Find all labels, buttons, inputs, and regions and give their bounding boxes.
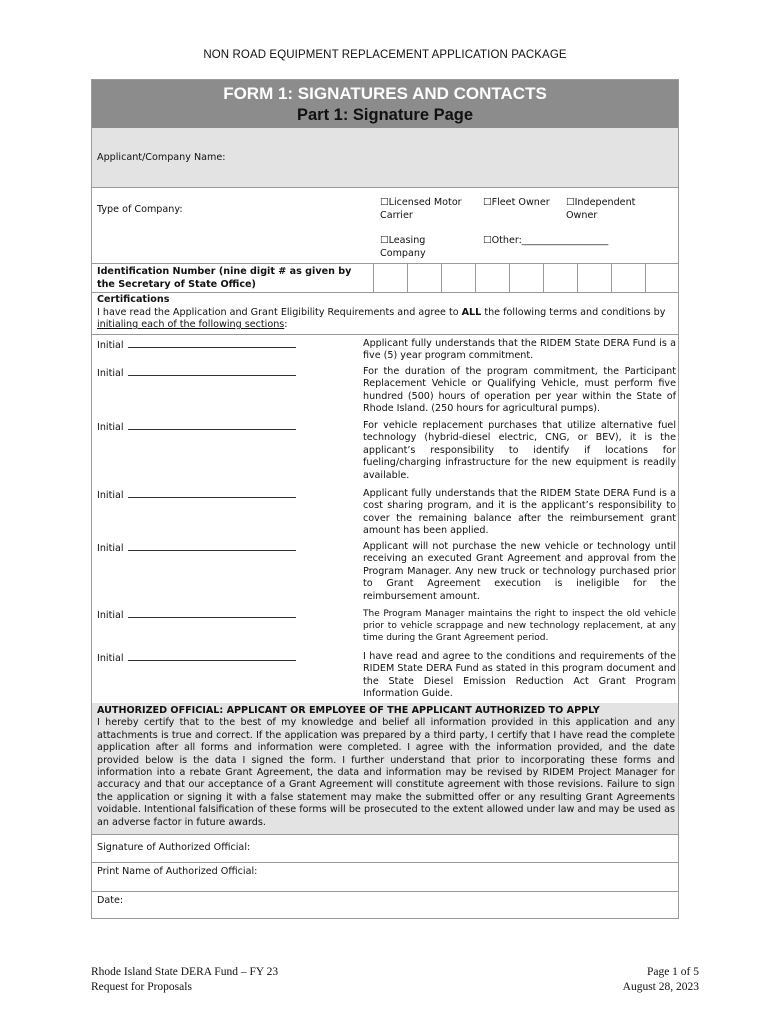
print-name-field[interactable] [272,864,672,888]
certification-item-4: Applicant fully understands that the RIDEM State DERA Fund is a cost sharing program, and it is the applicant’s responsibility to cover the remaining balance after the reimbursement grant amount has been applied. [363,488,676,537]
print-name-label: Print Name of Authorized Official: [97,866,258,877]
footer-left [91,965,278,995]
id-number-label: Identification Number (nine digit # as given by the Secretary of State Office) [97,266,352,290]
certifications-intro [97,294,675,332]
initial-label: Initial [97,490,124,501]
other-checkbox[interactable]: ☐Other:__________________ [483,235,609,246]
initial-field-6[interactable] [97,608,296,623]
certification-item-3: For vehicle replacement purchases that utilize alternative fuel technology (hybrid-diesel electric, CNG, or BEV), it is the applicant’s responsibility to identify if locations for fueling/charging infrastructure for the new equipment is readily available. [363,420,676,481]
footer-fund: Rhode Island State DERA Fund – FY 23 [91,966,279,978]
divider [92,834,678,835]
certification-item-5: Applicant will not purchase the new vehicle or technology until receiving an executed Grant Agreement and approval from the Program Manager. Any new truck or technology purchased prior to Grant Agreement execution is ineligible for the reimbursement amount. [363,541,676,602]
certification-item-7: I have read and agree to the conditions and requirements of the RIDEM State DERA Fund as stated in this program document and the State Diesel Emission Reduction Act Grant Program Information Guide. [363,651,676,700]
signature-form [91,79,679,919]
applicant-name-label: Applicant/Company Name: [97,152,226,163]
intro-text: I have read the Application and Grant Eligibility Requirements and agree to [97,306,462,318]
initial-label: Initial [97,340,124,351]
authorized-official-section [97,705,675,829]
certifications-heading: Certifications [97,294,170,305]
footer-date: August 28, 2023 [622,981,699,993]
date-label: Date: [97,895,124,906]
intro-end: : [284,319,288,330]
id-number-boxes[interactable] [373,263,678,292]
form-subtitle: Part 1: Signature Page [296,106,474,124]
page-number: Page 1 of 5 [646,966,699,978]
package-header: NON ROAD EQUIPMENT REPLACEMENT APPLICATION PACKAGE [203,49,567,61]
authorized-official-statement: I hereby certify that to the best of my knowledge and belief all information provided in this application and any attachments is true and correct. If the application was prepared by a third party, I certify that I have read the complete application after all forms and information were completed. I agree with the information provided, and the date provided below is the data I signed the form. I further understand that prior to incorporating these forms and information into a rebate Grant Agreement, the data and information may be revised by RIDEM Project Manager for accuracy and that our acceptance of a Grant Agreement will constitute agreement with those revisions. Failure to sign the application or signing it with a false statement may make the submitted offer or any resulting Grant Agreements voidable. Intentional falsification of these forms will be prosecuted to the extent allowed under law and may be used as an adverse factor in future awards. [97,717,675,828]
fleet-owner-checkbox[interactable]: ☐Fleet Owner [483,197,550,208]
initial-label: Initial [97,422,124,433]
signature-label: Signature of Authorized Official: [97,842,251,853]
divider [92,334,678,335]
intro-all: ALL [461,306,482,318]
initial-field-7[interactable] [97,651,296,666]
intro-underlined: initialing each of the following sections [97,319,285,330]
footer-right [623,965,699,995]
divider [92,292,678,293]
divider [92,862,678,863]
initial-field-2[interactable] [97,366,296,381]
initial-field-3[interactable] [97,420,296,435]
certification-item-2: For the duration of the program commitment, the Participant Replacement Vehicle or Qualifying Vehicle, must perform five hundred (500) hours of operation per year within the State of Rhode Island. (250 hours for agricultural pumps). [363,366,676,415]
licensed-motor-carrier-checkbox[interactable]: ☐Licensed Motor Carrier [380,197,462,221]
signature-field[interactable] [272,836,672,860]
divider [92,891,678,892]
intro-text-2: the following terms and conditions by [481,306,666,318]
initial-label: Initial [97,368,124,379]
footer-rfp: Request for Proposals [91,981,192,993]
authorized-official-heading: AUTHORIZED OFFICIAL: APPLICANT OR EMPLOYEE OF THE APPLICANT AUTHORIZED TO APPLY [97,705,600,716]
applicant-name-row[interactable] [92,128,678,188]
form-title: FORM 1: SIGNATURES AND CONTACTS [223,84,547,103]
initial-field-1[interactable] [97,338,296,353]
certification-item-6: The Program Manager maintains the right to inspect the old vehicle prior to vehicle scrappage and new technology replacement, at any time during the Grant Agreement period. [363,609,676,643]
company-type-label: Type of Company: [97,204,183,215]
initial-label: Initial [97,610,124,621]
initial-label: Initial [97,653,124,664]
initial-field-5[interactable] [97,541,296,556]
independent-owner-checkbox[interactable]: ☐Independent Owner [566,197,636,221]
date-field[interactable] [132,893,672,917]
certification-item-1: Applicant fully understands that the RIDEM State DERA Fund is a five (5) year program commitment. [363,338,676,362]
title-band [92,80,678,128]
initial-field-4[interactable] [97,488,296,503]
leasing-company-checkbox[interactable]: ☐Leasing Company [380,235,426,259]
initial-label: Initial [97,543,124,554]
